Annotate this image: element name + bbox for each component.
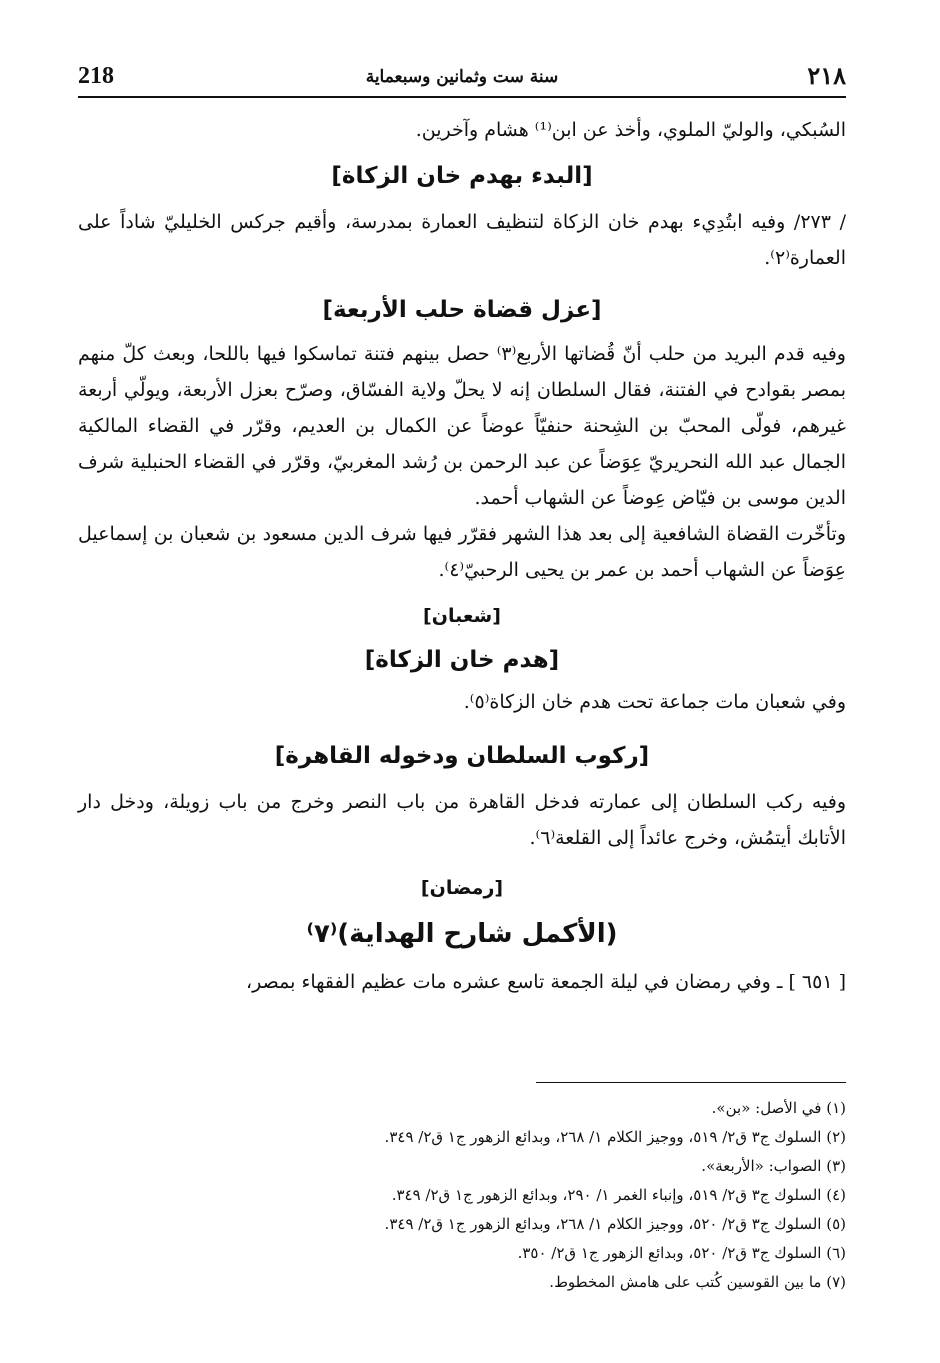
footnote-7: (٧) ما بين القوسين كُتب على هامش المخطوط. (549, 1273, 846, 1291)
running-header (78, 60, 846, 96)
section-heading-zakat-demolition-start: [البدء بهدم خان الزكاة] (331, 163, 593, 189)
paragraph-akmal: [ ٦٥١ ] ـ وفي رمضان في ليلة الجمعة تاسع عشره مات عظيم الفقهاء بمصر، (246, 971, 846, 993)
footnote-separator (536, 1082, 846, 1083)
footnote-3: (٣) الصواب: «الأربعة». (701, 1157, 846, 1175)
paragraph-zakat-collapse: وفي شعبان مات جماعة تحت هدم خان الزكاة⁽٥⁾. (463, 691, 846, 713)
footnotes (86, 1094, 846, 1297)
paragraph-zakat-demolition-start: / ٢٧٣/ وفيه ابتُدِيء بهدم خان الزكاة لتنظيف العمارة بمدرسة، وأقيم جركس الخليليّ شاداً على العمارة⁽٢⁾. (78, 211, 846, 269)
footnote-6: (٦) السلوك ج٣ ق٢/ ٥٢٠، وبدائع الزهور ج١ ق٢/ ٣٥٠. (517, 1244, 846, 1262)
paragraph-shafii-judge: وتأخّرت القضاة الشافعية إلى بعد هذا الشهر فقرّر فيها شرف الدين مسعود بن شعبان بن إسماعيل عِوَضاً عن الشهاب أحمد بن عمر بن يحيى الرحبيّ⁽٤⁾. (78, 523, 846, 581)
section-heading-akmal: (الأكمل شارح الهداية)⁽٧⁾ (306, 919, 618, 949)
intro-paragraph: السُبكي، والوليّ الملوي، وأخذ عن ابن⁽¹⁾ هشام وآخرين. (415, 119, 846, 141)
footnote-1: (١) في الأصل: «بن». (711, 1099, 846, 1117)
footnote-4: (٤) السلوك ج٣ ق٢/ ٥١٩، وإنباء الغمر ١/ ٢٩٠، وبدائع الزهور ج١ ق٢/ ٣٤٩. (391, 1186, 846, 1204)
month-heading-ramadan: [رمضان] (420, 877, 504, 899)
footnote-5: (٥) السلوك ج٣ ق٢/ ٥٢٠، ووجيز الكلام ١/ ٢٦٨، وبدائع الزهور ج١ ق٢/ ٣٤٩. (384, 1215, 846, 1233)
running-title: سنة ست وثمانين وسبعماية (365, 67, 559, 87)
section-heading-zakat-collapse: [هدم خان الزكاة] (364, 647, 560, 673)
section-heading-aleppo-judges: [عزل قضاة حلب الأربعة] (322, 297, 602, 323)
paragraph-aleppo-judges: وفيه قدم البريد من حلب أنّ قُضاتها الأربع⁽٣⁾ حصل بينهم فتنة تماسكوا فيها باللحا، وبعث كلّ منهم بمصر بقوادح في الفتنة، فقال السلطان إنه لا يحلّ ولاية الفسّاق، وصرّح بعزل الأربعة، ويولّي أربعة غيرهم، فولّى المحبّ بن الشِحنة حنفيّاً عوضاً عن الكمال بن العديم، وقرّر في القضاء المالكية الجمال عبد الله النحريريّ عِوَضاً عن عبد الرحمن بن رُشد المغربيّ، وقرّر في القضاء الحنبلية شرف الدين موسى بن فيّاض عِوضاً عن الشهاب أحمد. (78, 343, 846, 509)
header-rule (78, 96, 846, 98)
section-heading-sultan-ride: [ركوب السلطان ودخوله القاهرة] (274, 743, 650, 769)
main-text (78, 112, 846, 1000)
month-heading-shaban: [شعبان] (423, 605, 501, 627)
footnote-2: (٢) السلوك ج٣ ق٢/ ٥١٩، ووجيز الكلام ١/ ٢٦٨، وبدائع الزهور ج١ ق٢/ ٣٤٩. (384, 1128, 846, 1146)
page-number-arabic: ٢١٨ (807, 61, 846, 90)
paragraph-sultan-ride: وفيه ركب السلطان إلى عمارته فدخل القاهرة من باب النصر وخرج من باب زويلة، ودخل دار الأتابك أيتمُش، وخرج عائداً إلى القلعة⁽٦⁾. (78, 791, 846, 849)
page-number-latin: 218 (78, 63, 114, 89)
